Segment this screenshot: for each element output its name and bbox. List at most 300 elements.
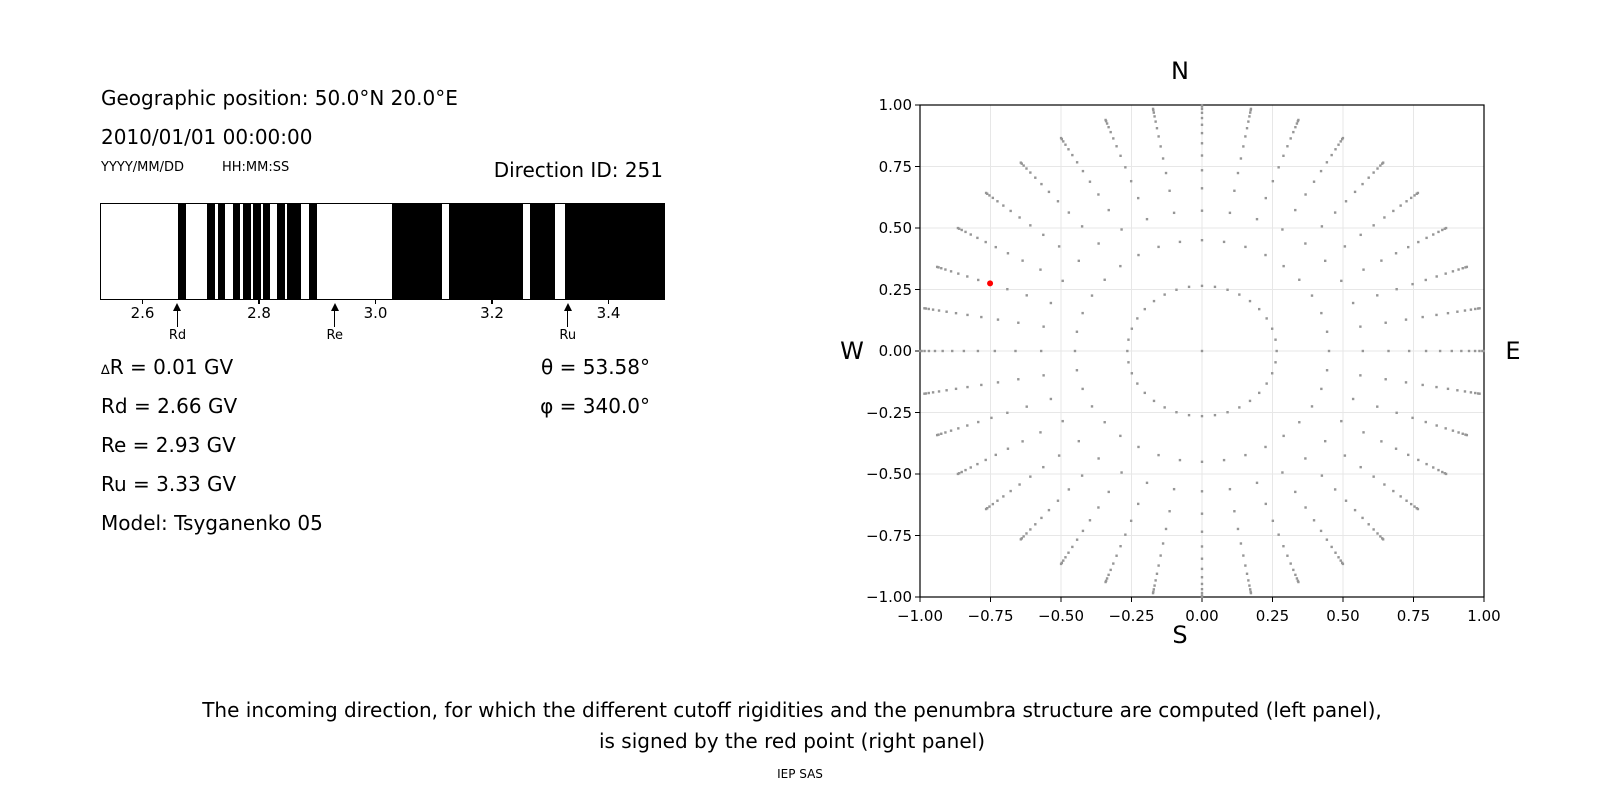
direction-grid-dot bbox=[1298, 279, 1300, 281]
delta-symbol: ∆ bbox=[101, 363, 110, 378]
direction-grid-dot bbox=[1076, 161, 1078, 163]
direction-grid-dot bbox=[1048, 509, 1050, 511]
direction-grid-dot bbox=[1076, 538, 1078, 540]
direction-grid-dot bbox=[1112, 562, 1114, 564]
direction-grid-dot bbox=[1124, 166, 1126, 168]
direction-grid-dot bbox=[1081, 225, 1083, 227]
direction-grid-dot bbox=[1246, 127, 1248, 129]
cutoff-arrow-stem-re bbox=[334, 309, 335, 327]
barcode-x-tick-label: 3.4 bbox=[596, 304, 621, 322]
direction-grid-dot bbox=[994, 350, 996, 352]
direction-grid-dot bbox=[1130, 180, 1132, 182]
direction-grid-dot bbox=[1337, 556, 1339, 558]
direction-grid-dot bbox=[945, 311, 947, 313]
direction-grid-dot bbox=[1040, 350, 1042, 352]
direction-grid-dot bbox=[1326, 538, 1328, 540]
direction-grid-dot bbox=[1354, 509, 1356, 511]
direction-grid-dot bbox=[1417, 241, 1419, 243]
direction-grid-dot bbox=[988, 194, 990, 196]
direction-grid-dot bbox=[1362, 350, 1364, 352]
direction-grid-dot bbox=[966, 314, 968, 316]
direction-grid-dot bbox=[1082, 170, 1084, 172]
direction-map-plot bbox=[920, 105, 1484, 597]
direction-grid-dot bbox=[1337, 144, 1339, 146]
direction-grid-dot bbox=[1282, 435, 1284, 437]
direction-grid-dot bbox=[1367, 523, 1369, 525]
direction-grid-dot bbox=[1136, 317, 1138, 319]
direction-grid-dot bbox=[1159, 145, 1161, 147]
direction-grid-dot bbox=[1244, 564, 1246, 566]
direction-grid-dot bbox=[1264, 446, 1266, 448]
direction-grid-dot bbox=[1457, 268, 1459, 270]
direction-grid-dot bbox=[1091, 294, 1093, 296]
direction-grid-dot bbox=[1153, 300, 1155, 302]
forbidden-interval-bar bbox=[309, 204, 317, 299]
direction-grid-dot bbox=[1249, 588, 1251, 590]
direction-grid-dot bbox=[1432, 233, 1434, 235]
direction-grid-dot bbox=[1340, 559, 1342, 561]
direction-grid-dot bbox=[1022, 164, 1024, 166]
direction-grid-dot bbox=[1119, 265, 1121, 267]
direction-grid-dot bbox=[1097, 193, 1099, 195]
direction-grid-dot bbox=[1201, 545, 1203, 547]
direction-grid-dot bbox=[1470, 391, 1472, 393]
direction-grid-dot bbox=[1018, 216, 1020, 218]
direction-grid-dot bbox=[1062, 140, 1064, 142]
direction-grid-dot bbox=[1457, 431, 1459, 433]
direction-grid-dot bbox=[1233, 510, 1235, 512]
direction-grid-dot bbox=[1395, 288, 1397, 290]
direction-grid-dot bbox=[976, 237, 978, 239]
direction-grid-dot bbox=[937, 433, 939, 435]
direction-grid-dot bbox=[1407, 246, 1409, 248]
direction-grid-dot bbox=[1282, 545, 1284, 547]
direction-grid-dot bbox=[1009, 210, 1011, 212]
direction-grid-dot bbox=[1352, 398, 1354, 400]
dirmap-x-tick-label: 1.00 bbox=[1467, 607, 1501, 625]
direction-grid-dot bbox=[1277, 166, 1279, 168]
direction-grid-dot bbox=[1359, 234, 1361, 236]
direction-grid-dot bbox=[1304, 506, 1306, 508]
direction-grid-dot bbox=[1324, 260, 1326, 262]
param-re: Re = 2.93 GV bbox=[101, 433, 236, 457]
direction-grid-dot bbox=[1352, 302, 1354, 304]
direction-grid-dot bbox=[1089, 181, 1091, 183]
direction-grid-dot bbox=[1108, 491, 1110, 493]
direction-grid-dot bbox=[1007, 448, 1009, 450]
direction-grid-dot bbox=[1048, 191, 1050, 193]
direction-grid-dot bbox=[1238, 406, 1240, 408]
direction-grid-dot bbox=[1105, 120, 1107, 122]
forbidden-interval-bar bbox=[392, 204, 442, 299]
direction-grid-dot bbox=[1247, 120, 1249, 122]
direction-grid-dot bbox=[920, 350, 922, 352]
forbidden-interval-bar bbox=[253, 204, 261, 299]
direction-grid-dot bbox=[1376, 167, 1378, 169]
direction-grid-dot bbox=[1042, 234, 1044, 236]
direction-grid-dot bbox=[1286, 145, 1288, 147]
direction-grid-dot bbox=[1444, 427, 1446, 429]
compass-west-label: W bbox=[840, 337, 864, 365]
direction-grid-dot bbox=[1341, 562, 1343, 564]
direction-grid-dot bbox=[1126, 350, 1128, 352]
direction-grid-dot bbox=[1105, 580, 1107, 582]
direction-grid-dot bbox=[1157, 454, 1159, 456]
direction-grid-dot bbox=[1106, 577, 1108, 579]
direction-grid-dot bbox=[1029, 224, 1031, 226]
direction-grid-dot bbox=[1144, 392, 1146, 394]
direction-grid-dot bbox=[1441, 229, 1443, 231]
direction-grid-dot bbox=[1324, 440, 1326, 442]
direction-grid-dot bbox=[1175, 411, 1177, 413]
direction-grid-dot bbox=[1146, 218, 1148, 220]
direction-grid-dot bbox=[1229, 212, 1231, 214]
direction-grid-dot bbox=[1320, 312, 1322, 314]
direction-grid-dot bbox=[1112, 137, 1114, 139]
dirmap-x-tick-label: 0.50 bbox=[1326, 607, 1360, 625]
direction-grid-dot bbox=[1249, 400, 1251, 402]
direction-grid-dot bbox=[958, 228, 960, 230]
direction-grid-dot bbox=[1136, 382, 1138, 384]
forbidden-interval-bar bbox=[287, 204, 301, 299]
direction-grid-dot bbox=[1119, 435, 1121, 437]
direction-grid-dot bbox=[928, 392, 930, 394]
direction-grid-dot bbox=[1163, 293, 1165, 295]
direction-grid-dot bbox=[1437, 469, 1439, 471]
direction-grid-dot bbox=[961, 471, 963, 473]
direction-grid-dot bbox=[1201, 132, 1203, 134]
direction-grid-dot bbox=[1154, 579, 1156, 581]
param-ru: Ru = 3.33 GV bbox=[101, 472, 237, 496]
direction-grid-dot bbox=[1468, 350, 1470, 352]
direction-grid-dot bbox=[964, 231, 966, 233]
direction-grid-dot bbox=[970, 466, 972, 468]
direction-grid-dot bbox=[1437, 231, 1439, 233]
direction-grid-dot bbox=[1109, 131, 1111, 133]
direction-grid-dot bbox=[951, 350, 953, 352]
direction-grid-dot bbox=[984, 241, 986, 243]
direction-grid-dot bbox=[1380, 259, 1382, 261]
direction-grid-dot bbox=[1447, 312, 1449, 314]
direction-grid-dot bbox=[1359, 374, 1361, 376]
direction-grid-dot bbox=[1237, 172, 1239, 174]
direction-grid-dot bbox=[1345, 500, 1347, 502]
direction-grid-dot bbox=[1244, 246, 1246, 248]
direction-grid-dot bbox=[1405, 381, 1407, 383]
direction-grid-dot bbox=[1201, 415, 1203, 417]
direction-grid-dot bbox=[1265, 197, 1267, 199]
direction-grid-dot bbox=[1296, 577, 1298, 579]
direction-grid-dot bbox=[1444, 472, 1446, 474]
dirmap-y-tick-label: 0.75 bbox=[878, 157, 912, 176]
direction-grid-dot bbox=[1042, 466, 1044, 468]
direction-grid-dot bbox=[1297, 120, 1299, 122]
direction-grid-dot bbox=[932, 391, 934, 393]
dirmap-y-tick-label: 0.25 bbox=[878, 280, 912, 299]
direction-grid-dot bbox=[988, 505, 990, 507]
direction-grid-dot bbox=[944, 268, 946, 270]
direction-grid-dot bbox=[1025, 167, 1027, 169]
direction-grid-dot bbox=[980, 384, 982, 386]
direction-grid-dot bbox=[1157, 135, 1159, 137]
direction-grid-dot bbox=[1292, 131, 1294, 133]
direction-grid-dot bbox=[1294, 491, 1296, 493]
direction-grid-dot bbox=[1421, 316, 1423, 318]
direction-grid-dot bbox=[1137, 254, 1139, 256]
date-format-hint: YYYY/MM/DD bbox=[101, 160, 184, 175]
direction-grid-dot bbox=[1039, 268, 1041, 270]
direction-grid-dot bbox=[1006, 288, 1008, 290]
direction-grid-dot bbox=[1464, 433, 1466, 435]
direction-grid-dot bbox=[1320, 530, 1322, 532]
direction-grid-dot bbox=[1201, 154, 1203, 156]
direction-grid-dot bbox=[1304, 193, 1306, 195]
direction-grid-dot bbox=[1281, 471, 1283, 473]
direction-grid-dot bbox=[1153, 115, 1155, 117]
param-model: Model: Tsyganenko 05 bbox=[101, 511, 323, 535]
direction-grid-dot bbox=[1359, 466, 1361, 468]
direction-grid-dot bbox=[1296, 122, 1298, 124]
direction-grid-dot bbox=[941, 350, 943, 352]
penumbra-plot bbox=[100, 203, 665, 300]
direction-grid-dot bbox=[1289, 137, 1291, 139]
direction-grid-dot bbox=[1436, 275, 1438, 277]
direction-grid-dot bbox=[1082, 530, 1084, 532]
forbidden-interval-bar bbox=[218, 204, 226, 299]
direction-grid-dot bbox=[1076, 331, 1078, 333]
direction-grid-dot bbox=[1248, 584, 1250, 586]
direction-grid-dot bbox=[1201, 531, 1203, 533]
time-format-hint: HH:MM:SS bbox=[222, 160, 290, 175]
selected-direction-red-point bbox=[987, 280, 993, 286]
direction-grid-dot bbox=[1274, 338, 1276, 340]
direction-grid-dot bbox=[1201, 588, 1203, 590]
dirmap-x-tick-label: 0.75 bbox=[1396, 607, 1431, 625]
direction-grid-dot bbox=[1173, 212, 1175, 214]
forbidden-interval-bar bbox=[277, 204, 285, 299]
direction-grid-dot bbox=[1451, 350, 1453, 352]
direction-grid-dot bbox=[1006, 412, 1008, 414]
direction-grid-dot bbox=[1154, 120, 1156, 122]
direction-id-text: Direction ID: 251 bbox=[493, 158, 663, 182]
direction-grid-dot bbox=[1078, 440, 1080, 442]
direction-grid-dot bbox=[1264, 254, 1266, 256]
direction-grid-dot bbox=[1421, 384, 1423, 386]
direction-grid-dot bbox=[1272, 180, 1274, 182]
direction-grid-dot bbox=[1029, 528, 1031, 530]
direction-grid-dot bbox=[1341, 138, 1343, 140]
forbidden-interval-bar bbox=[565, 204, 664, 299]
direction-grid-dot bbox=[1392, 490, 1394, 492]
direction-grid-dot bbox=[1435, 314, 1437, 316]
direction-grid-dot bbox=[995, 246, 997, 248]
direction-grid-dot bbox=[1304, 242, 1306, 244]
direction-grid-dot bbox=[961, 229, 963, 231]
direction-grid-dot bbox=[996, 200, 998, 202]
direction-grid-dot bbox=[1039, 431, 1041, 433]
direction-grid-dot bbox=[1304, 457, 1306, 459]
direction-grid-dot bbox=[1477, 392, 1479, 394]
direction-grid-dot bbox=[966, 424, 968, 426]
direction-grid-dot bbox=[1380, 440, 1382, 442]
direction-grid-dot bbox=[1040, 517, 1042, 519]
direction-grid-dot bbox=[1436, 424, 1438, 426]
direction-grid-dot bbox=[1175, 289, 1177, 291]
direction-grid-dot bbox=[928, 350, 930, 352]
direction-grid-dot bbox=[1201, 490, 1203, 492]
direction-grid-dot bbox=[977, 421, 979, 423]
direction-grid-dot bbox=[923, 350, 925, 352]
direction-grid-dot bbox=[1425, 421, 1427, 423]
param-delta-r bbox=[101, 356, 233, 382]
direction-grid-dot bbox=[940, 433, 942, 435]
cutoff-arrow-label-ru: Ru bbox=[559, 328, 577, 343]
direction-grid-dot bbox=[1344, 245, 1346, 247]
direction-grid-dot bbox=[1091, 405, 1093, 407]
direction-map-svg bbox=[920, 105, 1484, 597]
direction-grid-dot bbox=[1372, 528, 1374, 530]
direction-grid-dot bbox=[1229, 488, 1231, 490]
direction-grid-dot bbox=[1168, 510, 1170, 512]
direction-grid-dot bbox=[1474, 392, 1476, 394]
compass-east-label: E bbox=[1505, 337, 1521, 365]
direction-grid-dot bbox=[1258, 308, 1260, 310]
direction-grid-dot bbox=[1062, 280, 1064, 282]
direction-grid-dot bbox=[1244, 454, 1246, 456]
direction-grid-dot bbox=[1007, 252, 1009, 254]
direction-grid-dot bbox=[1104, 421, 1106, 423]
direction-grid-dot bbox=[1120, 471, 1122, 473]
cutoff-arrow-stem-ru bbox=[567, 309, 568, 327]
direction-grid-dot bbox=[1040, 183, 1042, 185]
direction-grid-dot bbox=[1097, 457, 1099, 459]
direction-grid-dot bbox=[944, 431, 946, 433]
direction-grid-dot bbox=[1201, 124, 1203, 126]
direction-grid-dot bbox=[1237, 528, 1239, 530]
direction-grid-dot bbox=[1179, 459, 1181, 461]
direction-grid-dot bbox=[1179, 241, 1181, 243]
direction-grid-dot bbox=[1226, 411, 1228, 413]
direction-grid-dot bbox=[1064, 144, 1066, 146]
direction-grid-dot bbox=[1256, 218, 1258, 220]
direction-grid-dot bbox=[1159, 554, 1161, 556]
direction-grid-dot bbox=[1265, 317, 1267, 319]
direction-grid-dot bbox=[1165, 528, 1167, 530]
direction-grid-dot bbox=[945, 389, 947, 391]
direction-grid-dot bbox=[1018, 483, 1020, 485]
direction-grid-dot bbox=[1042, 325, 1044, 327]
direction-grid-dot bbox=[1201, 558, 1203, 560]
forbidden-interval-bar bbox=[263, 204, 270, 299]
direction-grid-dot bbox=[1399, 204, 1401, 206]
direction-grid-dot bbox=[1188, 286, 1190, 288]
direction-grid-dot bbox=[1242, 145, 1244, 147]
direction-grid-dot bbox=[966, 275, 968, 277]
direction-grid-dot bbox=[1425, 279, 1427, 281]
direction-grid-dot bbox=[1127, 338, 1129, 340]
direction-grid-dot bbox=[1067, 148, 1069, 150]
direction-grid-dot bbox=[1131, 372, 1133, 374]
forbidden-interval-bar bbox=[233, 204, 241, 299]
credit-text: IEP SAS bbox=[777, 767, 823, 781]
direction-grid-dot bbox=[986, 193, 988, 195]
direction-grid-dot bbox=[1081, 388, 1083, 390]
direction-grid-dot bbox=[1460, 350, 1462, 352]
forbidden-interval-bar bbox=[530, 204, 555, 299]
direction-grid-dot bbox=[970, 233, 972, 235]
direction-grid-dot bbox=[1214, 414, 1216, 416]
direction-grid-dot bbox=[1399, 495, 1401, 497]
direction-grid-dot bbox=[997, 318, 999, 320]
direction-grid-dot bbox=[928, 308, 930, 310]
direction-grid-dot bbox=[977, 350, 979, 352]
direction-grid-dot bbox=[1002, 204, 1004, 206]
direction-grid-dot bbox=[1292, 569, 1294, 571]
direction-grid-dot bbox=[1340, 420, 1342, 422]
direction-grid-dot bbox=[1392, 210, 1394, 212]
dirmap-y-tick-label: −0.50 bbox=[866, 465, 912, 483]
direction-grid-dot bbox=[932, 308, 934, 310]
direction-grid-dot bbox=[980, 316, 982, 318]
direction-grid-dot bbox=[1320, 388, 1322, 390]
direction-grid-dot bbox=[1067, 552, 1069, 554]
forbidden-interval-bar bbox=[243, 204, 251, 299]
direction-grid-dot bbox=[1153, 400, 1155, 402]
direction-grid-dot bbox=[1435, 386, 1437, 388]
direction-grid-dot bbox=[1456, 389, 1458, 391]
direction-grid-dot bbox=[1057, 200, 1059, 202]
direction-grid-dot bbox=[1265, 503, 1267, 505]
direction-grid-dot bbox=[1153, 584, 1155, 586]
direction-grid-dot bbox=[1242, 554, 1244, 556]
direction-grid-dot bbox=[1050, 302, 1052, 304]
direction-grid-dot bbox=[938, 309, 940, 311]
direction-grid-dot bbox=[1029, 475, 1031, 477]
dirmap-y-tick-label: 0.00 bbox=[878, 342, 912, 360]
direction-grid-dot bbox=[1249, 591, 1251, 593]
direction-grid-dot bbox=[1313, 181, 1315, 183]
direction-grid-dot bbox=[1405, 318, 1407, 320]
direction-grid-dot bbox=[1361, 517, 1363, 519]
direction-grid-dot bbox=[1408, 350, 1410, 352]
direction-grid-dot bbox=[1439, 350, 1441, 352]
direction-grid-dot bbox=[1340, 280, 1342, 282]
direction-grid-dot bbox=[1383, 483, 1385, 485]
dirmap-x-tick-label: −0.75 bbox=[967, 607, 1014, 625]
direction-grid-dot bbox=[1068, 211, 1070, 213]
direction-grid-center-dot bbox=[1201, 350, 1203, 352]
direction-grid-dot bbox=[1326, 369, 1328, 371]
direction-grid-dot bbox=[986, 507, 988, 509]
direction-grid-dot bbox=[1425, 237, 1427, 239]
direction-grid-dot bbox=[1201, 112, 1203, 114]
dirmap-y-tick-label: 1.00 bbox=[878, 96, 912, 114]
direction-grid-dot bbox=[1188, 414, 1190, 416]
direction-grid-dot bbox=[934, 350, 936, 352]
direction-grid-dot bbox=[1162, 542, 1164, 544]
direction-grid-dot bbox=[1104, 279, 1106, 281]
direction-grid-dot bbox=[1119, 155, 1121, 157]
direction-grid-dot bbox=[1026, 294, 1028, 296]
compass-south-label: S bbox=[1172, 621, 1188, 649]
direction-grid-dot bbox=[1078, 260, 1080, 262]
forbidden-interval-bar bbox=[449, 204, 523, 299]
direction-grid-dot bbox=[1240, 157, 1242, 159]
direction-grid-dot bbox=[1071, 154, 1073, 156]
direction-grid-dot bbox=[1274, 361, 1276, 363]
direction-grid-dot bbox=[1002, 495, 1004, 497]
direction-grid-dot bbox=[1425, 350, 1427, 352]
